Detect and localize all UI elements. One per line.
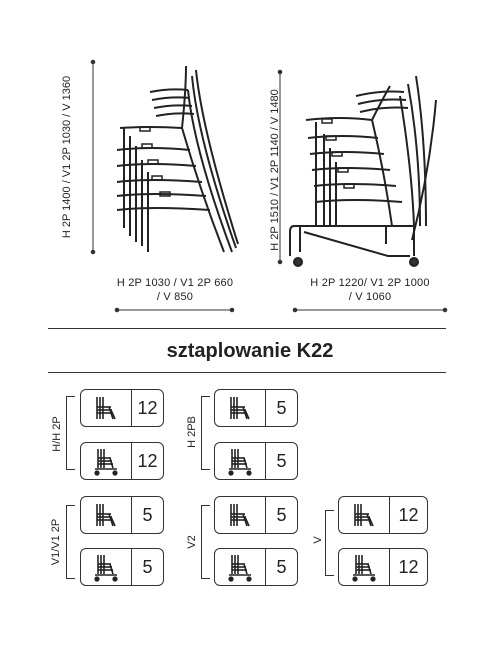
stack-cart-icon [91, 552, 121, 582]
right-chair-stack-drawing [290, 76, 436, 266]
group-bracket-v1-v12p [66, 505, 75, 579]
group-label-h-2pb: H 2PB [186, 416, 198, 448]
stack-count-value: 12 [137, 397, 158, 418]
left-chair-stack-drawing [117, 66, 238, 252]
stack-chair-icon [91, 500, 121, 530]
stack-count-value: 5 [276, 504, 287, 525]
right-height-label: H 2P 1510 / V1 2P 1140 / V 1480 [269, 89, 281, 251]
cart-count-box [214, 548, 298, 586]
stack-chair-icon [225, 500, 255, 530]
stack-cart-icon [225, 552, 255, 582]
bottom-divider [48, 372, 446, 373]
stack-count-box [214, 389, 298, 427]
cart-count-box [80, 442, 164, 480]
cart-count-value: 5 [142, 556, 153, 577]
stack-chair-icon [349, 500, 379, 530]
right-width-label-line2: / V 1060 [348, 291, 392, 303]
right-width-label-line1: H 2P 1220/ V1 2P 1000 [310, 277, 430, 289]
left-width-label-line1: H 2P 1030 / V1 2P 660 [116, 277, 234, 289]
group-bracket-v [325, 510, 334, 576]
stack-chair-icon [91, 393, 121, 423]
stack-count-box [80, 496, 164, 534]
left-width-label-line2: / V 850 [156, 291, 194, 303]
cart-count-value: 12 [398, 556, 419, 577]
group-label-h-h2p: H/H 2P [51, 416, 63, 452]
stack-cart-icon [349, 552, 379, 582]
stack-cart-icon [225, 446, 255, 476]
stack-count-value: 5 [276, 397, 287, 418]
stack-chair-icon [225, 393, 255, 423]
cart-count-value: 5 [276, 556, 287, 577]
cart-count-value: 5 [276, 450, 287, 471]
left-height-dimension [91, 60, 95, 254]
stack-count-value: 5 [142, 504, 153, 525]
left-height-label: H 2P 1400 / V1 2P 1030 / V 1360 [61, 75, 73, 239]
stack-count-box [214, 496, 298, 534]
cart-count-box [214, 442, 298, 480]
group-label-v: V [312, 536, 324, 544]
cart-count-box [80, 548, 164, 586]
stack-cart-icon [91, 446, 121, 476]
cart-count-value: 12 [137, 450, 158, 471]
group-label-v2: V2 [186, 535, 198, 549]
group-bracket-h-h2p [66, 396, 75, 470]
stack-count-value: 12 [398, 504, 419, 525]
stack-count-box [338, 496, 428, 534]
right-width-dimension [293, 308, 447, 312]
group-label-v1-v12p: V1/V1 2P [50, 518, 62, 566]
cart-count-box [338, 548, 428, 586]
group-bracket-v2 [201, 505, 210, 579]
group-bracket-h-2pb [201, 396, 210, 470]
page-title: sztaplowanie K22 [166, 340, 334, 362]
stack-count-box [80, 389, 164, 427]
top-divider [48, 328, 446, 329]
left-width-dimension [115, 308, 234, 312]
